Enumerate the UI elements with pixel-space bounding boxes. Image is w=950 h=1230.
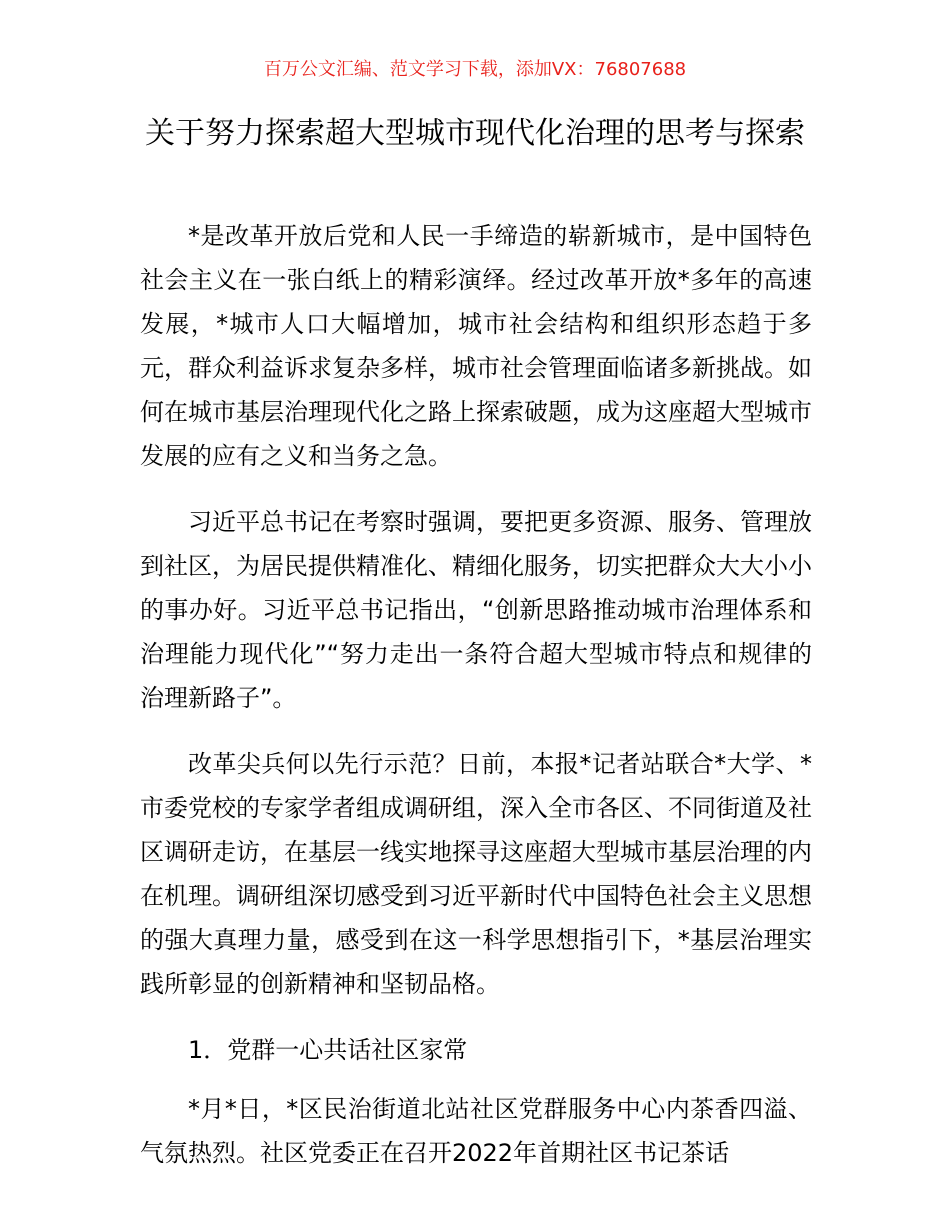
paragraph: *月*日，*区民治街道北站社区党群服务中心内茶香四溢、气氛热烈。社区党委正在召开2022年首期社区书记茶话 (140, 1095, 812, 1167)
document-title: 关于努力探索超大型城市现代化治理的思考与探索 (145, 116, 805, 151)
paragraph: 改革尖兵何以先行示范？日前，本报*记者站联合*大学、*市委党校的专家学者组成调研组，深入全市各区、不同街道及社区调研走访，在基层一线实地探寻这座超大型城市基层治理的内在机理。调研组深切感受到习近平新时代中国特色社会主义思想的强大真理力量，感受到在这一科学思想指引下，*基层治理实践所彰显的创新精神和坚韧品格。 (140, 750, 812, 998)
watermark-header: 百万公文汇编、范文学习下载，添加VX：76807688 (263, 59, 687, 80)
document-body (140, 214, 812, 1197)
section-heading: 1．党群一心共话社区家常 (188, 1036, 468, 1064)
paragraph: 习近平总书记在考察时强调，要把更多资源、服务、管理放到社区，为居民提供精准化、精细化服务，切实把群众大大小小的事办好。习近平总书记指出，“创新思路推动城市治理体系和治理能力现代化”“努力走出一条符合超大型城市特点和规律的治理新路子”。 (140, 508, 812, 712)
paragraph: *是改革开放后党和人民一手缔造的崭新城市，是中国特色社会主义在一张白纸上的精彩演绎。经过改革开放*多年的高速发展，*城市人口大幅增加，城市社会结构和组织形态趋于多元，群众利益诉求复杂多样，城市社会管理面临诸多新挑战。如何在城市基层治理现代化之路上探索破题，成为这座超大型城市发展的应有之义和当务之急。 (140, 222, 812, 470)
